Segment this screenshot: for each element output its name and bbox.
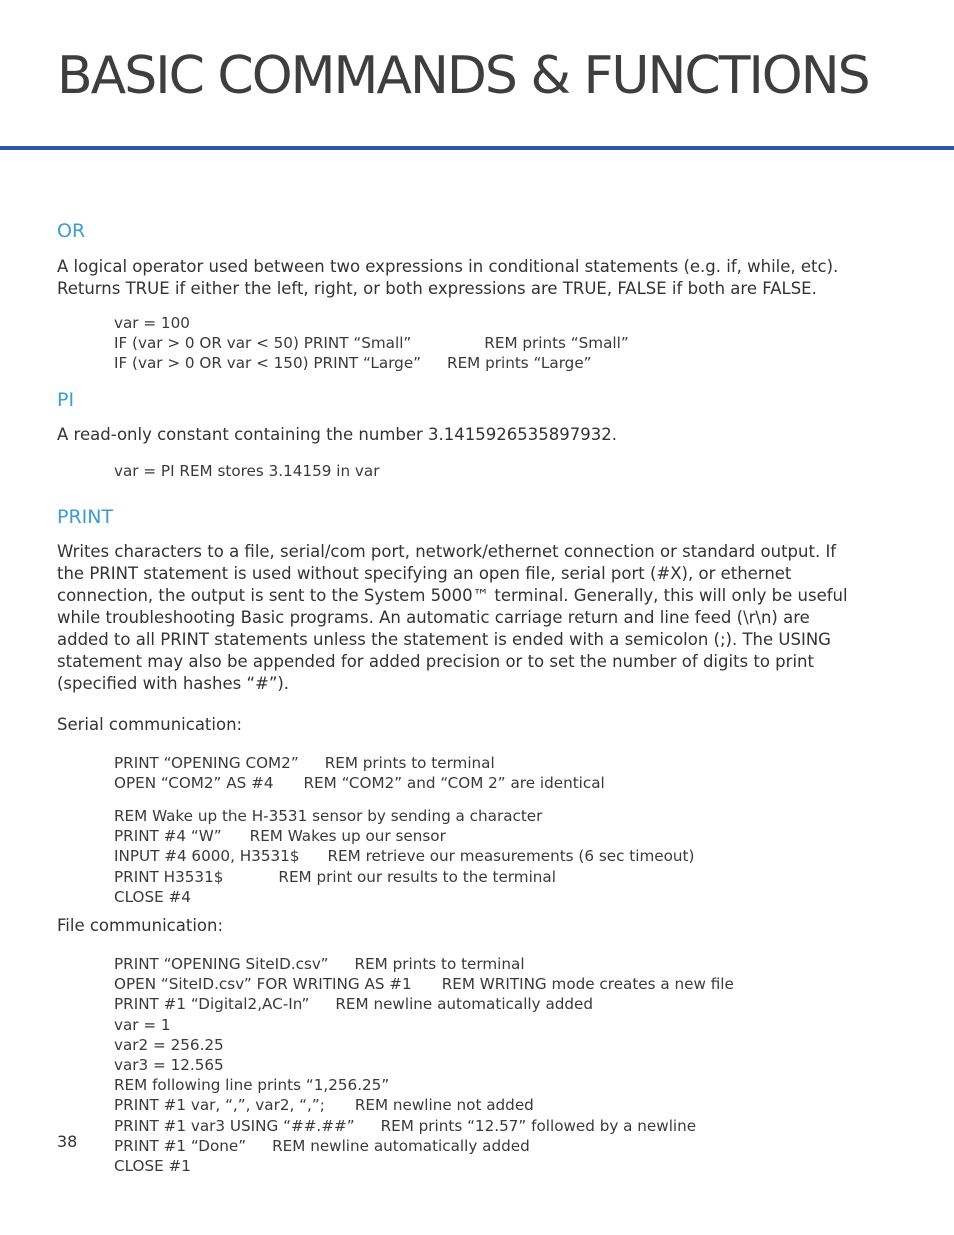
code-line	[114, 1116, 734, 1136]
code-text: PRINT H3531$	[114, 867, 224, 886]
code-comment: REM prints to terminal	[324, 754, 495, 772]
code-comment: REM Wakes up our sensor	[249, 827, 446, 846]
serial-code-example-2	[114, 806, 694, 907]
print-description-line: (specified with hashes “#”).	[57, 674, 290, 693]
serial-communication-label: Serial communication:	[57, 715, 243, 734]
code-line	[114, 753, 605, 773]
code-comment: REM prints “Large”	[447, 354, 592, 373]
code-line	[114, 1075, 734, 1095]
code-line	[114, 1136, 734, 1156]
code-text: PRINT #1 “Done”	[114, 1136, 247, 1155]
code-text: OPEN “SiteID.csv” FOR WRITING AS #1	[114, 975, 412, 994]
print-description-line: added to all PRINT statements unless the statement is ended with a semicolon (;). The USING	[57, 630, 831, 649]
or-description-line-2: Returns TRUE if either the left, right, or both expressions are TRUE, FALSE if both are FALSE.	[57, 279, 817, 298]
print-description-line: the PRINT statement is used without specifying an open file, serial port (#X), or ethernet	[57, 564, 792, 583]
code-text: CLOSE #1	[114, 1157, 191, 1176]
print-description-line: statement may also be appended for added precision or to set the number of digits to print	[57, 652, 814, 671]
code-line	[114, 994, 734, 1014]
code-text: INPUT #4 6000, H3531$	[114, 847, 300, 866]
page-title: BASIC COMMANDS & FUNCTIONS	[57, 46, 869, 106]
code-line	[114, 1055, 734, 1075]
section-heading-pi: PI	[57, 389, 75, 411]
page-number: 38	[57, 1132, 78, 1151]
code-text: var = PI REM stores 3.14159 in var	[114, 462, 380, 480]
code-text: var = 100	[114, 314, 190, 332]
code-comment: REM WRITING mode creates a new file	[441, 975, 734, 994]
code-line	[114, 826, 694, 846]
code-text: IF (var > 0 OR var < 150) PRINT “Large”	[114, 354, 422, 373]
code-text: var = 1	[114, 1015, 171, 1034]
code-line	[114, 974, 734, 994]
code-line	[114, 353, 629, 373]
pi-code-example	[114, 461, 379, 481]
pi-description: A read-only constant containing the number 3.1415926535897932.	[57, 425, 617, 444]
print-description	[57, 541, 867, 695]
code-text: PRINT #1 var, “,”, var2, “,”;	[114, 1096, 325, 1115]
or-description-line-1: A logical operator used between two expressions in conditional statements (e.g. if, while, etc).	[57, 257, 839, 276]
section-heading-or: OR	[57, 220, 86, 242]
code-comment: REM newline automatically added	[272, 1136, 530, 1155]
code-comment: REM “COM2” and “COM 2” are identical	[303, 774, 605, 793]
code-comment: REM retrieve our measurements (6 sec timeout)	[327, 847, 695, 866]
code-line	[114, 846, 694, 866]
code-text: REM following line prints “1,256.25”	[114, 1076, 390, 1095]
or-code-example	[114, 313, 629, 374]
print-description-line: Writes characters to a file, serial/com port, network/ethernet connection or standard output. If	[57, 542, 837, 561]
code-text: OPEN “COM2” AS #4	[114, 774, 274, 793]
code-comment: REM prints to terminal	[354, 955, 525, 973]
code-comment: REM newline not added	[354, 1096, 534, 1115]
code-text: IF (var > 0 OR var < 50) PRINT “Small”	[114, 334, 412, 353]
code-line	[114, 461, 379, 481]
file-communication-label: File communication:	[57, 916, 224, 935]
code-comment: REM prints “Small”	[484, 334, 629, 353]
code-text: var3 = 12.565	[114, 1056, 224, 1075]
code-line	[114, 1035, 734, 1055]
code-comment: REM newline automatically added	[335, 995, 594, 1014]
code-comment: REM prints “12.57” followed by a newline	[380, 1116, 697, 1135]
code-line	[114, 887, 694, 907]
code-line	[114, 333, 629, 353]
serial-code-example	[114, 753, 605, 793]
code-text: REM Wake up the H-3531 sensor by sending a character	[114, 807, 543, 825]
code-line	[114, 1156, 734, 1176]
print-description-line: connection, the output is sent to the System 5000™ terminal. Generally, this will only be useful	[57, 586, 848, 605]
file-code-example	[114, 954, 734, 1176]
code-text: PRINT #4 “W”	[114, 827, 222, 846]
code-line	[114, 954, 734, 974]
code-text: PRINT “OPENING COM2”	[114, 754, 299, 772]
code-line	[114, 1015, 734, 1035]
code-comment: REM print our results to the terminal	[278, 867, 556, 886]
code-line	[114, 313, 629, 333]
or-description	[57, 256, 867, 300]
title-rule	[0, 146, 954, 150]
print-description-line: while troubleshooting Basic programs. An automatic carriage return and line feed (\r\n) are	[57, 608, 810, 627]
code-text: PRINT #1 var3 USING “##.##”	[114, 1116, 355, 1135]
code-text: CLOSE #4	[114, 887, 191, 906]
code-line	[114, 773, 605, 793]
code-text: PRINT #1 “Digital2,AC-In”	[114, 995, 310, 1014]
code-text: var2 = 256.25	[114, 1035, 224, 1054]
code-text: PRINT “OPENING SiteID.csv”	[114, 955, 329, 973]
section-heading-print: PRINT	[57, 506, 114, 528]
code-line	[114, 867, 694, 887]
code-line	[114, 1095, 734, 1115]
code-line	[114, 806, 694, 826]
